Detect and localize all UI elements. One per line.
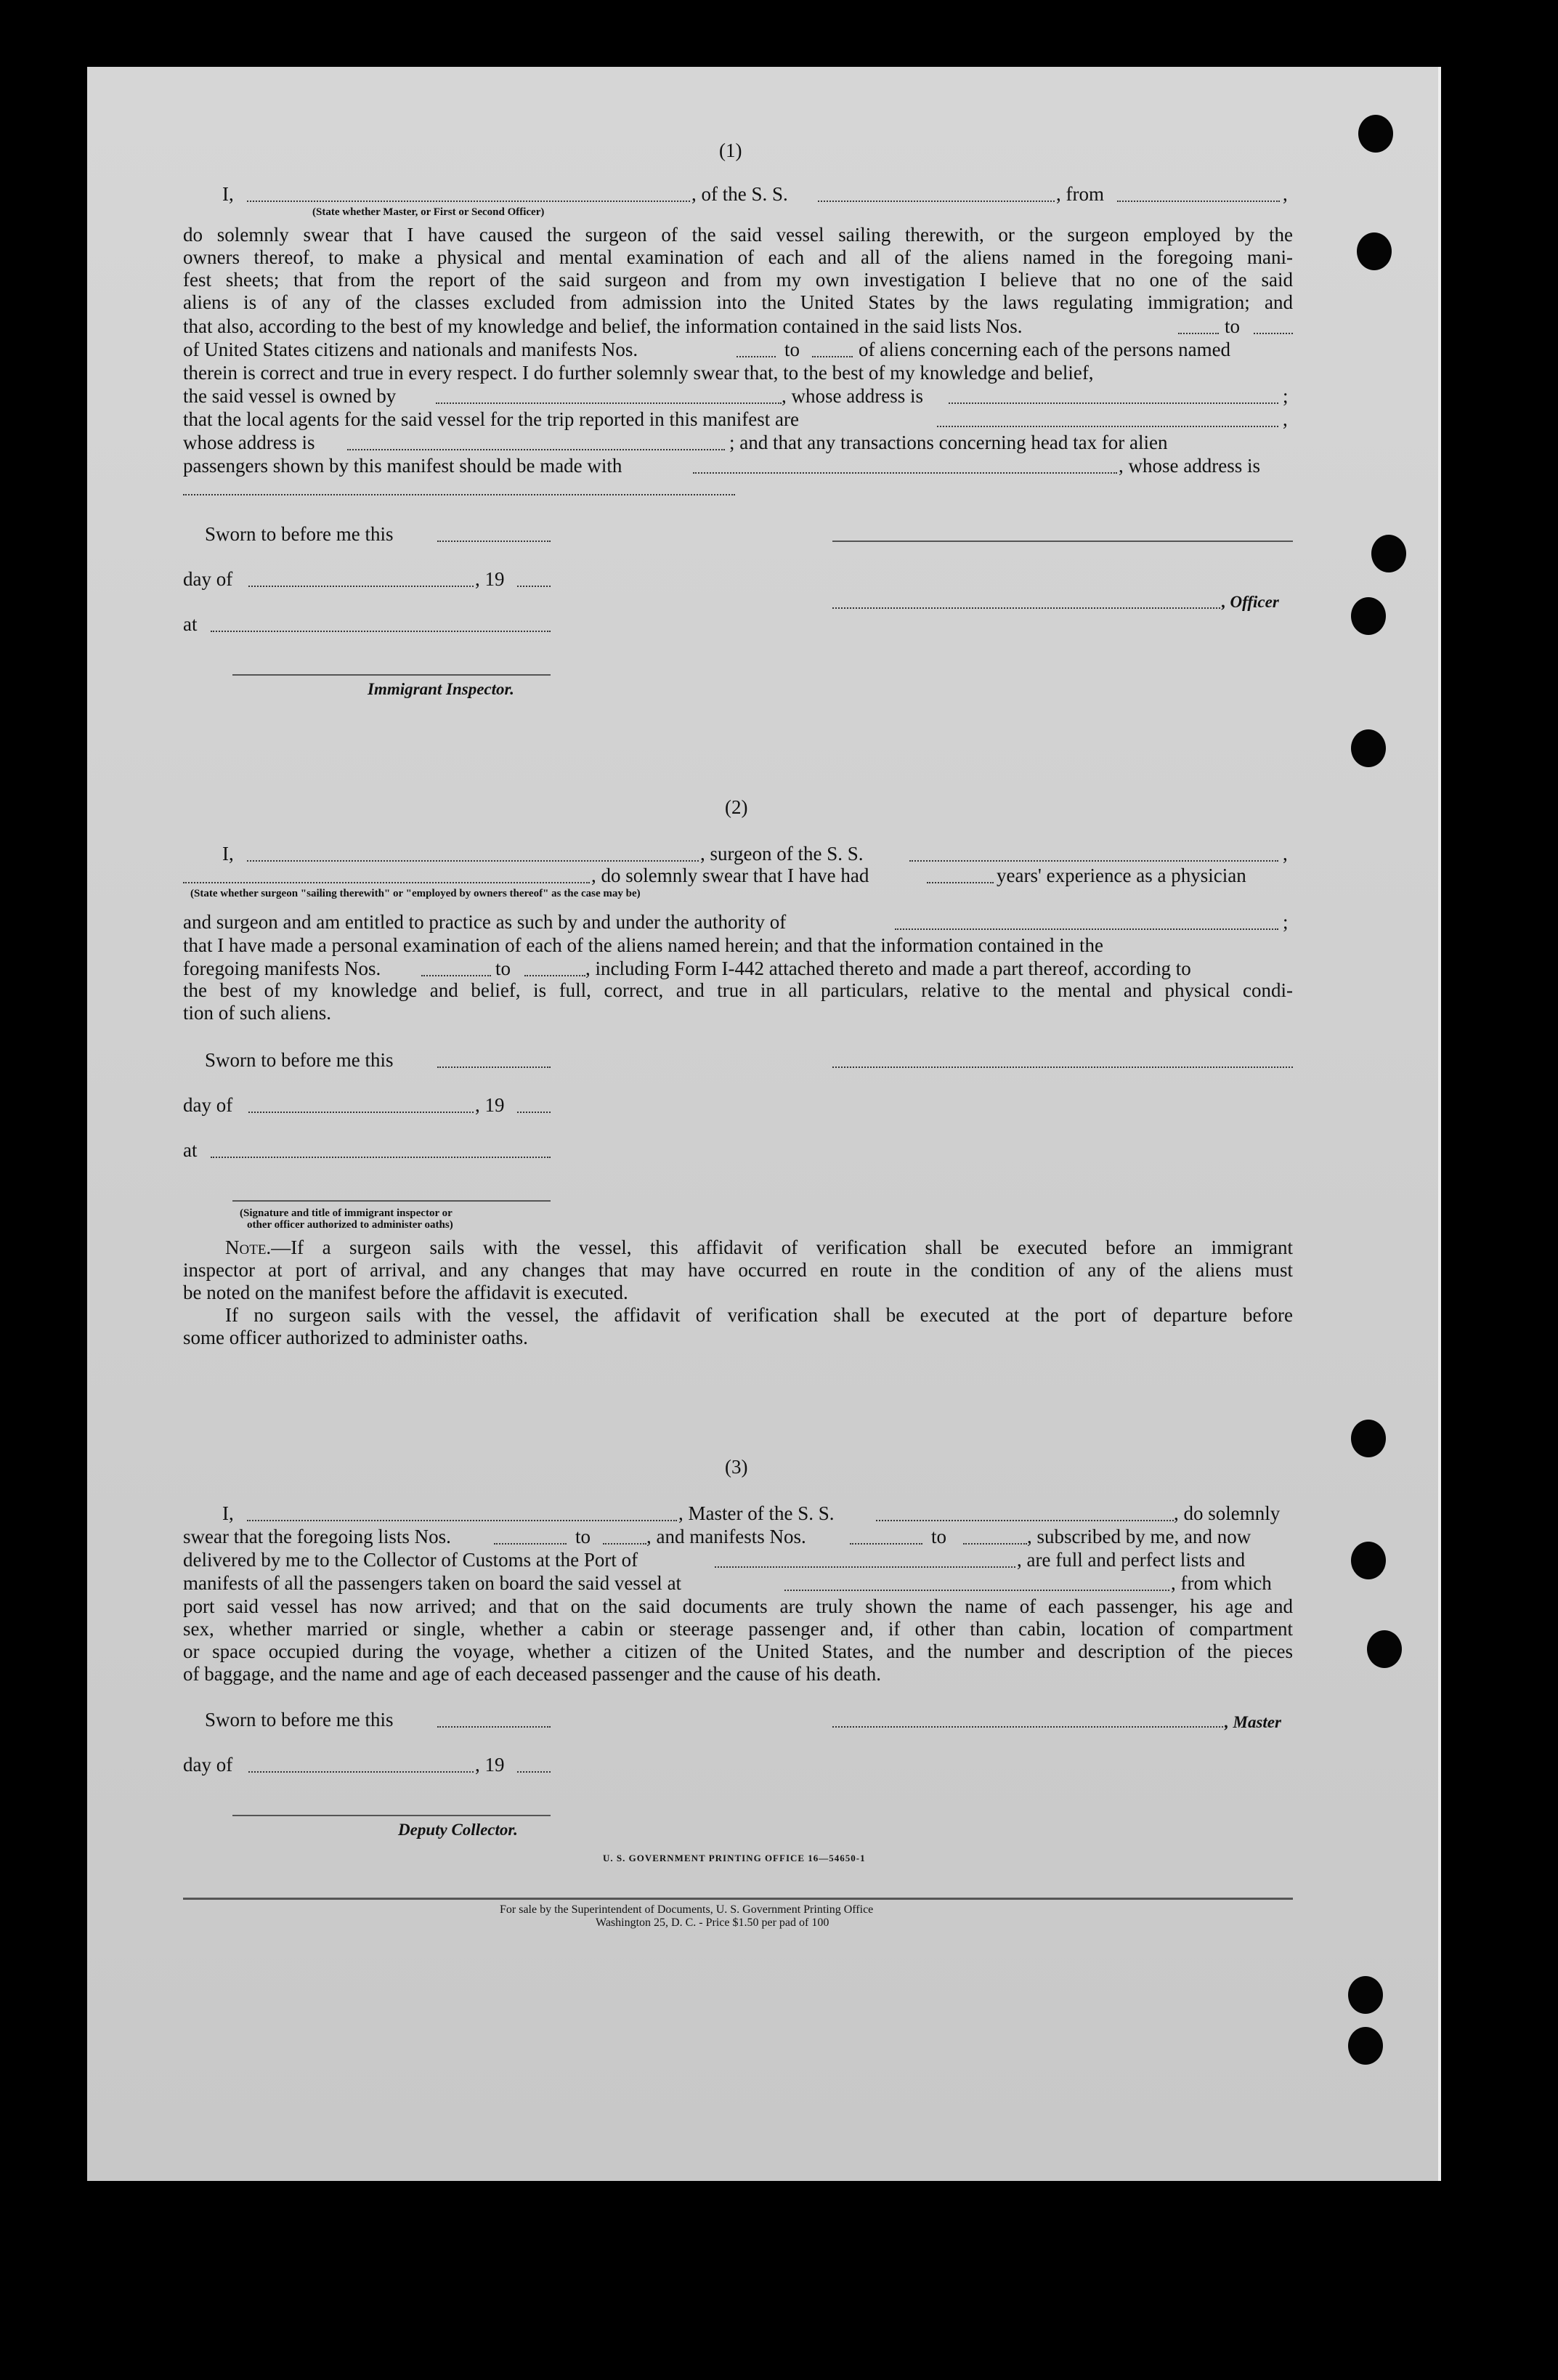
surgeon-of-label: , surgeon of the S. S. [700,843,864,865]
party-address-field[interactable] [183,494,735,495]
to-label: to [495,958,511,979]
years-label: years' experience as a physician [997,865,1246,886]
to-label: to [784,339,800,360]
sworn-date-field[interactable] [437,1726,551,1728]
binder-hole [1351,1420,1386,1457]
year-field[interactable] [517,1112,551,1113]
footer-rule [183,1898,1293,1900]
year-field[interactable] [517,1771,551,1773]
vessel-name-field[interactable] [909,860,1278,862]
note-label: Note. [225,1236,272,1258]
day-of-label: day of [183,1094,233,1116]
section-number: (1) [719,139,742,161]
surgeon-line: the best of my knowledge and belief, is full, correct, and true in all particulars, relative to the mental and physical condi- [183,979,1293,1001]
oath-line: aliens is of any of the classes excluded from admission into the United States by the laws regulating immigration; and [183,291,1293,313]
agent-address-label: whose address is [183,432,315,453]
comma: , [1283,408,1288,430]
place-field[interactable] [211,1157,551,1158]
binder-hole [1351,597,1386,635]
master-paragraph [183,1595,1293,1685]
comma: , [1283,843,1288,865]
note-text: —If a surgeon sails with the vessel, this affidavit of verification shall be executed before an immigrant [271,1236,1293,1258]
master-line: port said vessel has now arrived; and that on the said documents are truly shown the name of each passenger, his age and [183,1595,1293,1617]
signature-caption: (Signature and title of immigrant inspector or [240,1207,453,1219]
to-label: to [575,1526,591,1547]
sworn-date-field[interactable] [437,1066,551,1068]
agents-field[interactable] [937,426,1278,427]
from-port-field[interactable] [1117,201,1280,202]
agents-label: that the local agents for the said vessel for the trip reported in this manifest are [183,408,799,430]
binder-hole [1371,535,1406,572]
year-label: , 19 [475,1754,505,1776]
surgeon-line: tion of such aliens. [183,1002,331,1024]
section-number: (3) [725,1456,748,1478]
affiant-prefix: I, [222,183,234,205]
subscribed-label: , subscribed by me, and now [1027,1526,1251,1547]
comma: , [1283,183,1288,205]
affiant-prefix: I, [222,843,234,865]
lists-from-field[interactable] [1178,333,1219,334]
surgeon-paragraph [183,979,1293,1024]
to-label: to [1225,315,1241,337]
place-field[interactable] [211,631,551,632]
officer-name-field[interactable] [247,201,690,202]
month-field[interactable] [248,586,474,587]
and-manifests-label: , and manifests Nos. [646,1526,806,1547]
sale-notice: Washington 25, D. C. - Price $1.50 per pad of 100 [596,1916,829,1929]
master-of-label: , Master of the S. S. [678,1502,835,1524]
day-of-label: day of [183,568,233,590]
delivered-end-label: , are full and perfect lists and [1017,1549,1246,1571]
boarding-port-field[interactable] [784,1590,1169,1591]
from-label: , from [1056,183,1104,205]
form-line: , including Form I-442 attached thereto and made a part thereof, according to [585,958,1191,979]
sworn-label: Sworn to before me this [205,1049,394,1071]
note-line: be noted on the manifest before the affidavit is executed. [183,1282,628,1303]
signature-caption: other officer authorized to administer oaths) [247,1219,453,1231]
vessel-name-field[interactable] [876,1520,1174,1521]
passengers-label: passengers shown by this manifest should be made with [183,455,622,477]
note-line: If no surgeon sails with the vessel, the affidavit of verification shall be executed at the port of departure before [225,1304,1293,1326]
officer-rank-caption: (State whether Master, or First or Second Officer) [312,206,545,218]
deputy-caption: Deputy Collector. [398,1821,518,1839]
binder-hole [1357,232,1392,270]
delivered-label: delivered by me to the Collector of Customs at the Port of [183,1549,638,1571]
surgeon-status-caption: (State whether surgeon "sailing therewith" or "employed by owners thereof" as the case may be) [190,888,641,899]
note-paragraph [183,1236,1293,1349]
binder-hole [1351,1542,1386,1579]
sale-notice: For sale by the Superintendent of Documents, U. S. Government Printing Office [500,1903,874,1916]
affiant-prefix: I, [222,1502,234,1524]
oath-line: fest sheets; that from the report of the said surgeon and from my own investigation I believe that no one of the said [183,269,1293,291]
head-tax-party-field[interactable] [693,472,1117,474]
sworn-label: Sworn to before me this [205,523,394,545]
month-field[interactable] [248,1771,474,1773]
vessel-name-field[interactable] [818,201,1055,202]
manifest-from-field[interactable] [850,1543,922,1545]
note-line: inspector at port of arrival, and any changes that may have occurred en route in the condition of any of the aliens must [183,1259,1293,1281]
lists-line: that also, according to the best of my knowledge and belief, the information contained in the said lists Nos. [183,315,1023,337]
oath-line: do solemnly swear that I have caused the surgeon of the said vessel sailing therewith, or the surgeon employed by the [183,224,1293,246]
agent-address-field[interactable] [347,449,725,450]
year-field[interactable] [517,586,551,587]
collector-signature-line[interactable] [232,1815,551,1816]
section-number: (2) [725,796,748,818]
surgeon-signature-line[interactable] [832,1066,1293,1068]
master-line: sex, whether married or single, whether a cabin or steerage passenger and, if other than cabin, location of compartment [183,1618,1293,1640]
oath-line: owners thereof, to make a physical and mental examination of each and all of the aliens named in the foregoing mani- [183,246,1293,268]
owner-address-label: , whose address is [782,385,923,407]
swear-lists-label: swear that the foregoing lists Nos. [183,1526,451,1547]
authority-field[interactable] [895,928,1278,930]
of-ss-label: , of the S. S. [691,183,788,205]
inspector-signature-line[interactable] [232,1200,551,1202]
year-label: , 19 [475,1094,505,1116]
binder-hole [1367,1630,1402,1668]
note-line [183,1236,1293,1259]
master-name-field[interactable] [247,1520,677,1521]
manifest-from-field[interactable] [421,975,491,976]
head-tax-line: ; and that any transactions concerning head tax for alien [729,432,1168,453]
master-line: or space occupied during the voyage, whether a citizen of the United States, and the number and description of the pieces [183,1640,1293,1662]
semicolon: ; [1283,911,1289,933]
binder-hole [1358,115,1393,153]
manifest-to-field[interactable] [812,356,853,357]
manifest-to-field[interactable] [963,1543,1027,1545]
printer-line: U. S. GOVERNMENT PRINTING OFFICE 16—54650-1 [603,1853,866,1863]
officer-label: , Officer [1222,593,1279,611]
owner-field[interactable] [436,402,782,404]
binder-hole [1348,2027,1383,2065]
manifest-from-field[interactable] [737,356,776,357]
master-label: , Master [1225,1713,1281,1731]
foregoing-label: foregoing manifests Nos. [183,958,381,979]
years-field[interactable] [927,882,994,883]
owner-address-field[interactable] [949,402,1278,404]
note-line: some officer authorized to administer oaths. [183,1327,528,1348]
sworn-label: Sworn to before me this [205,1709,394,1731]
officer-signature-line[interactable] [832,541,1293,542]
surgeon-name-field[interactable] [247,860,699,862]
from-which-label: , from which [1171,1572,1272,1594]
surgeon-status-field[interactable] [183,882,590,883]
lists-to-field[interactable] [1254,333,1293,334]
officer-title-field[interactable] [832,607,1220,609]
oath-paragraph [183,224,1293,314]
semicolon: ; [1283,385,1289,407]
swear-label: , do solemnly swear that I have had [591,865,869,886]
party-address-label: , whose address is [1119,455,1260,477]
manifests-label: manifests of all the passengers taken on board the said vessel at [183,1572,682,1594]
at-label: at [183,613,198,635]
day-of-label: day of [183,1754,233,1776]
master-signature-line[interactable] [832,1726,1223,1728]
owner-label: the said vessel is owned by [183,385,397,407]
lists-to-field[interactable] [603,1543,646,1545]
port-field[interactable] [715,1566,1015,1568]
therein-line: therein is correct and true in every respect. I do further solemnly swear that, to the best of my knowledge and belief, [183,362,1094,384]
manifest-to-field[interactable] [524,975,585,976]
to-label: to [931,1526,947,1547]
citizens-line-end: of aliens concerning each of the persons named [859,339,1231,360]
at-label: at [183,1139,198,1161]
master-line: of baggage, and the name and age of each deceased passenger and the cause of his death. [183,1663,882,1685]
binder-hole [1351,729,1386,767]
citizens-line: of United States citizens and nationals and manifests Nos. [183,339,638,360]
do-solemnly-label: , do solemnly [1174,1502,1281,1524]
sworn-date-field[interactable] [437,541,551,542]
inspector-caption: Immigrant Inspector. [368,680,514,698]
month-field[interactable] [248,1112,474,1113]
lists-from-field[interactable] [494,1543,567,1545]
entitled-label: and surgeon and am entitled to practice as such by and under the authority of [183,911,787,933]
binder-hole [1348,1976,1383,2014]
personal-line: that I have made a personal examination of each of the aliens named herein; and that the information contained in the [183,934,1104,956]
inspector-signature-line[interactable] [232,674,551,676]
year-label: , 19 [475,568,505,590]
